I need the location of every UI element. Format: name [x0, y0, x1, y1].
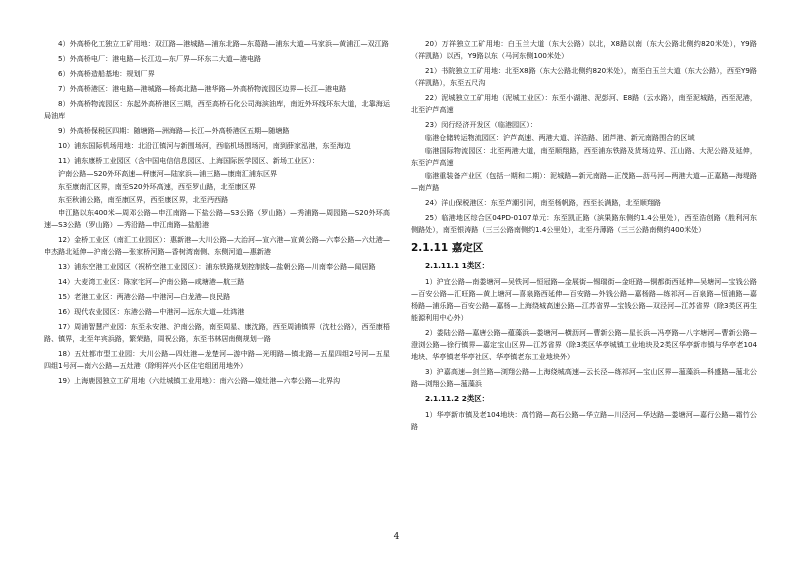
paragraph: 23）闵行经济开发区（临港园区）： [425, 120, 537, 129]
paragraph: 16）现代农业园区：东港公路—中港河—远东大道—灶鸿港 [58, 307, 245, 316]
paragraph: 14）大麦湾工业区：陈家宅河—沪南公路—咸塘港—航三路 [58, 277, 245, 286]
paragraph: 10）浦东国际机场用地：北沿江镇河与新围场河，西临机场围场河，南到薛家泓港，东至海边 [58, 141, 351, 150]
paragraph: 6）外高桥造船基地：规划厂界 [58, 69, 155, 78]
paragraph: 21）书院独立工矿用地：北至X8路（东大公路北侧约820米处），南至白玉兰大道（东大公路），西至Y9路（祥凯路），东至五尺沟 [411, 66, 757, 87]
paragraph: 7）外高桥港区：港电路—港城路—杨高北路—港华路—外高桥物流园区边界—长江—港电路 [58, 84, 347, 93]
paragraph: 3）沪嘉高速—剑兰路—浏翔公路—上海绕城高速—云长泾—练祁河—宝山区界—蕰藻浜—科盛路—蕰北公路—浏翔公路—蕰藻浜 [411, 367, 757, 388]
paragraph: 临港国际物流园区：北至两港大道，南至顺翔路，西至浦东铁路及货场边界、江山路、大泥公路及延伸，东至沪芦高速 [411, 146, 757, 167]
page-number: 4 [393, 532, 400, 542]
paragraph: 申江路以东400米—周邓公路—申江南路—下盐公路—S3公路（罗山路）—秀浦路—周园路—S20外环高速—S3公路（罗山路）—秀沿路—申江南路—盐船港 [44, 208, 390, 229]
right-column [411, 38, 757, 436]
paragraph: 19）上海鹿园独立工矿用地（六灶城镇工业用地）：南六公路—煌灶港—六奉公路—北界沟 [58, 376, 341, 385]
paragraph: 5）外高桥电厂：港电路—长江边—东厂界—环东二大道—港电路 [58, 54, 262, 63]
left-column [44, 38, 390, 390]
paragraph: 2）娄陆公路—嘉唐公路—蕴藻浜—娄塘河—横沥河—曹新公路—星长浜—冯亭路—八字塘河—曹新公路—澄浏公路—徐行镇界—嘉定宝山区界—江苏省界（除3类区华亭城镇工业地块及2类区华亭新市镇与华亭老104地块、华亭镇老华亭社区、华亭镇老东工业地块外） [411, 328, 757, 361]
paragraph: 9）外高桥保税区四期：随塘路—洲海路—长江—外高桥港区五期—随塘路 [58, 126, 290, 135]
paragraph: 临港重装备产业区（包括一期和二期）：泥城路—新元南路—正茂路—沥马河—两港大道—正嘉路—海堤路—南芦路 [411, 171, 757, 192]
paragraph: 25）临港地区综合区04PD-0107单元：东至凯正路（滨果路东侧约1.4公里处），西至浩创路（胜利河东侧路处），南至银涛路（三三公路南侧约1.4公里处），北至丹薄路（三三公路南侧约400米处） [411, 213, 757, 234]
paragraph: 22）泥城独立工矿用地（泥城工业区）：东至小湖港、泥彭河、E8路（云水路），南至泥城路，西至泥港，北至沪芦高速 [411, 93, 757, 114]
paragraph: 沪南公路—S20外环高速—秤康河—陆家浜—浦三路—康南汇浦东区界 [58, 169, 278, 178]
paragraph: 东至康南汇区界，南至S20外环高速，西至罗山路，北至康区界 [58, 182, 256, 191]
paragraph: 17）周浦智慧产业园：东至永安港、沪南公路，南至周星、康沈路，西至周浦镇界（沈杜公路），西至康梧路、镇界，北至年宾浜路，繁荣路，周祝公路，东至书林居南侧规划一路 [44, 322, 390, 343]
paragraph: 4）外高桥化工独立工矿用地：双江路—港城路—浦东北路—东葛路—浦东大道—马家浜—黄浦江—双江路 [58, 39, 389, 48]
subsection-heading: 2.1.11.1 1类区： [425, 261, 490, 270]
paragraph: 13）浦东空港工业园区（祝桥空港工业园区）：浦东铁路规划控制线—盐朝公路—川南奉公路—闻居路 [58, 262, 376, 271]
paragraph: 8）外高桥物流园区：东起外高桥港区三期，西至高桥石化公司海滨油库，南近外环线环东大道，北靠海运局油库 [44, 99, 390, 120]
paragraph: 12）金桥工业区（南汇工业园区）：惠新港—大川公路—大治河—宣六港—宣黄公路—六奉公路—六灶港—申杰路北延伸—沪南公路—张家桥河路—香树湾南侧、东侧河道—惠新港 [44, 235, 390, 256]
paragraph: 东至秋浦公路，南至康区界，西至康区界，北至沔西路 [58, 195, 229, 204]
paragraph: 临港仓储转运物流园区：沪芦高速、两港大道、洋浩路、团芦港、新元南路围合的区域 [425, 133, 695, 142]
paragraph: 15）老港工业区：两港公路—中港河—白龙港—良民路 [58, 292, 231, 301]
paragraph: 1）沪宜公路—南娄塘河—吴铁河—恒冠路—金展街—锡瑞街—金旺路—铜都街西延伸—吴塘河—宝钱公路—百安公路—汇旺路—黄上塘河—喜泉路西延伸—百安路—外钱公路—嘉杨路—练祁河—百泉路—恒浦路—嘉杨路—浦乐路—百安公路—嘉杨—上海绕城高速公路—江苏省界—宝钱公路—双泾河—江苏省界（除3类区再生能源利用中心外） [411, 277, 757, 322]
paragraph: 11）浦东康桥工业园区（含中国电信信息园区、上海国际医学园区、新场工业区）： [58, 156, 319, 165]
paragraph: 18）五灶都市型工业园：大川公路—四灶港—龙楚河—游中路—光明路—镇北路—五星四组2号河—五星四组1号河—南六公路—五灶港（除明祥兴小区住宅组团用地外） [44, 349, 390, 370]
paragraph: 24）洋山保税港区：东至芦潮引河，南至杨帆路，西至长满路，北至顺翔路 [425, 198, 662, 207]
paragraph: 1）华亭新市镇及老104地块：高竹路—高石公路—华立路—川泾河—华达路—娄塘河—嘉行公路—霜竹公路 [411, 410, 757, 431]
section-heading: 2.1.11 嘉定区 [411, 242, 484, 254]
subsection-heading: 2.1.11.2 2类区： [425, 394, 490, 403]
paragraph: 20）万祥独立工矿用地：白玉兰大道（东大公路）以北，X8路以南（东大公路北侧约820米处），Y9路（祥凯路）以西，Y9路以东（马河东侧100米处） [411, 39, 757, 60]
